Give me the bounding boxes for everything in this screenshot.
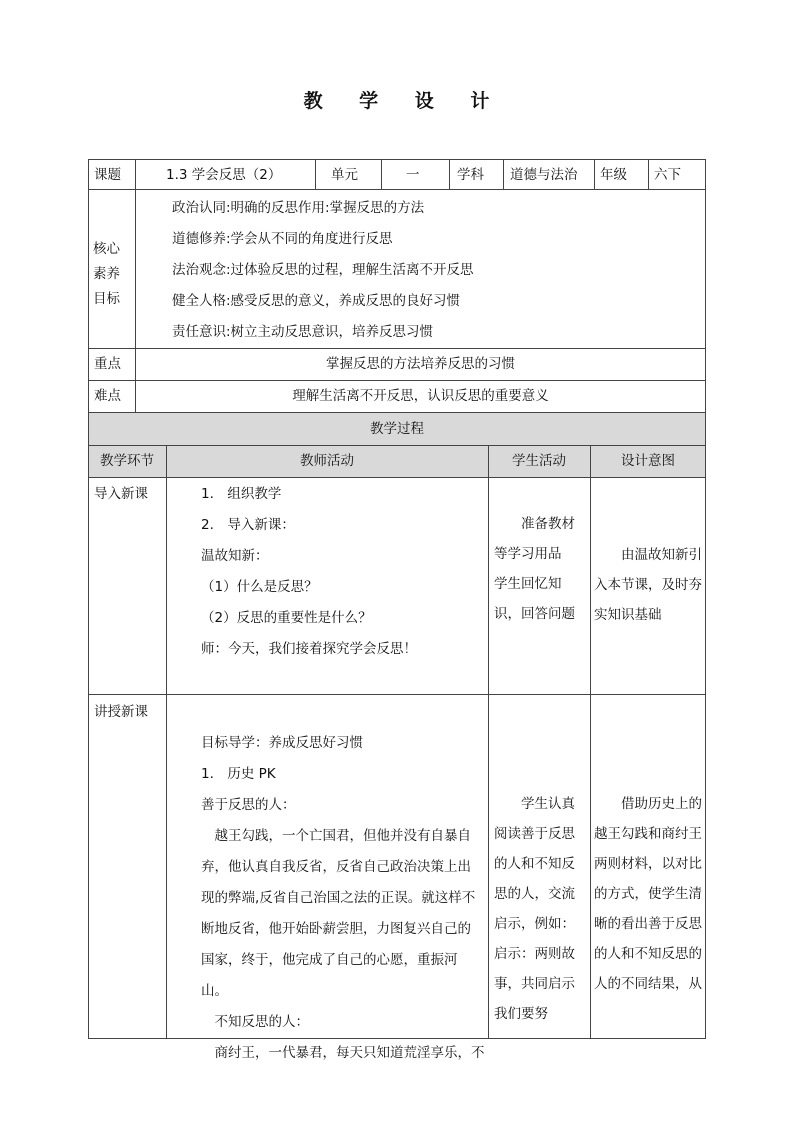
column-header-student: 学生活动 [512, 453, 566, 469]
unit-value: 一 [406, 167, 420, 183]
table-rule [449, 159, 450, 189]
teacher-line: 善于反思的人： [201, 797, 296, 813]
grade-value: 六下 [654, 167, 681, 183]
table-rule [135, 159, 136, 189]
table-rule [88, 348, 706, 349]
teacher-line: （2）反思的重要性是什么？ [201, 610, 372, 626]
table-rule [88, 445, 706, 446]
teacher-paragraph: 越王勾践，一个亡国君，但他并没有自暴自弃，他认真自我反省，反省自己政治决策上出现的弊端,反省自己治国之法的正误。就这样不断地反省，他开始卧薪尝胆，力图复兴自己的国家，终于，他完成了自己的心愿，重振河山。 [201, 828, 476, 999]
process-title: 教学过程 [370, 421, 424, 437]
column-header-stage: 教学环节 [100, 453, 154, 469]
teacher-line: 师：今天，我们接着探究学会反思！ [201, 641, 417, 657]
literacy-label [93, 237, 133, 312]
teacher-activity-cell [201, 479, 481, 665]
table-rule [88, 694, 706, 695]
table-rule [88, 412, 706, 413]
table-rule [88, 477, 706, 478]
grade-label: 年级 [600, 167, 627, 183]
lesson-plan-table [88, 159, 706, 1061]
column-header-intent: 设计意图 [621, 453, 675, 469]
subject-value: 道德与法治 [510, 167, 578, 183]
table-rule [88, 159, 89, 1039]
column-header-teacher: 教师活动 [300, 453, 354, 469]
literacy-label-line: 目标 [93, 291, 120, 307]
literacy-item: 道德修养:学会从不同的角度进行反思 [172, 231, 393, 247]
table-rule [503, 159, 504, 189]
teacher-line: 2. 导入新课： [201, 517, 295, 533]
difficulty-label: 难点 [94, 388, 121, 404]
teacher-line: （1）什么是反思？ [201, 579, 318, 595]
table-rule [135, 189, 136, 412]
table-rule [381, 159, 382, 189]
table-rule [88, 159, 706, 160]
teacher-line: 目标导学：养成反思好习惯 [201, 735, 363, 751]
table-rule [648, 159, 649, 189]
difficulty-value: 理解生活离不开反思，认识反思的重要意义 [292, 388, 549, 404]
table-rule [594, 159, 595, 189]
teacher-line: 1. 组织教学 [201, 486, 282, 502]
literacy-item: 责任意识:树立主动反思意识，培养反思习惯 [172, 324, 434, 340]
literacy-label-line: 核心 [93, 241, 120, 257]
stage-cell: 导入新课 [94, 486, 148, 502]
key-point-label: 重点 [94, 356, 121, 372]
teacher-activity-cell [201, 728, 484, 1069]
student-activity-cell: 学生认真阅读善于反思的人和不知反思的人，交流启示，例如： 启示：两则故事，共同启示我们要努 [494, 796, 596, 1022]
table-rule [88, 189, 706, 190]
subject-label: 学科 [457, 167, 484, 183]
design-intent-cell: 由温故知新引入本节课，及时夯实知识基础 [594, 547, 702, 623]
course-label: 课题 [94, 167, 121, 183]
student-activity-cell: 准备教材等学习用品 学生回忆知识，回答问题 [494, 516, 589, 622]
teacher-line: 温故知新： [201, 548, 269, 564]
course-value: 1.3 学会反思（2） [166, 167, 282, 183]
literacy-label-line: 素养 [93, 266, 120, 282]
table-rule [166, 445, 167, 1039]
key-point-value: 掌握反思的方法培养反思的习惯 [326, 356, 515, 372]
teacher-line: 1. 历史 PK [201, 766, 276, 782]
table-rule [590, 445, 591, 1039]
table-rule [88, 380, 706, 381]
table-rule [488, 445, 489, 1039]
table-rule [705, 159, 706, 1039]
table-rule [315, 159, 316, 189]
literacy-item: 政治认同:明确的反思作用:掌握反思的方法 [172, 200, 425, 216]
stage-cell: 讲授新课 [94, 704, 148, 720]
literacy-item: 健全人格:感受反思的意义，养成反思的良好习惯 [172, 293, 461, 309]
page-title: 教 学 设 计 [303, 90, 505, 112]
teacher-line: 不知反思的人： [201, 1014, 309, 1030]
unit-label: 单元 [331, 167, 358, 183]
literacy-item: 法治观念:过体验反思的过程，理解生活离不开反思 [172, 262, 474, 278]
teacher-line: 商纣王，一代暴君，每天只知道荒淫享乐，不 [201, 1045, 485, 1061]
design-intent-cell: 借助历史上的越王勾践和商纣王两则材料，以对比的方式，使学生清晰的看出善于反思的人和不知反思的人的不同结果，从 [594, 796, 702, 992]
